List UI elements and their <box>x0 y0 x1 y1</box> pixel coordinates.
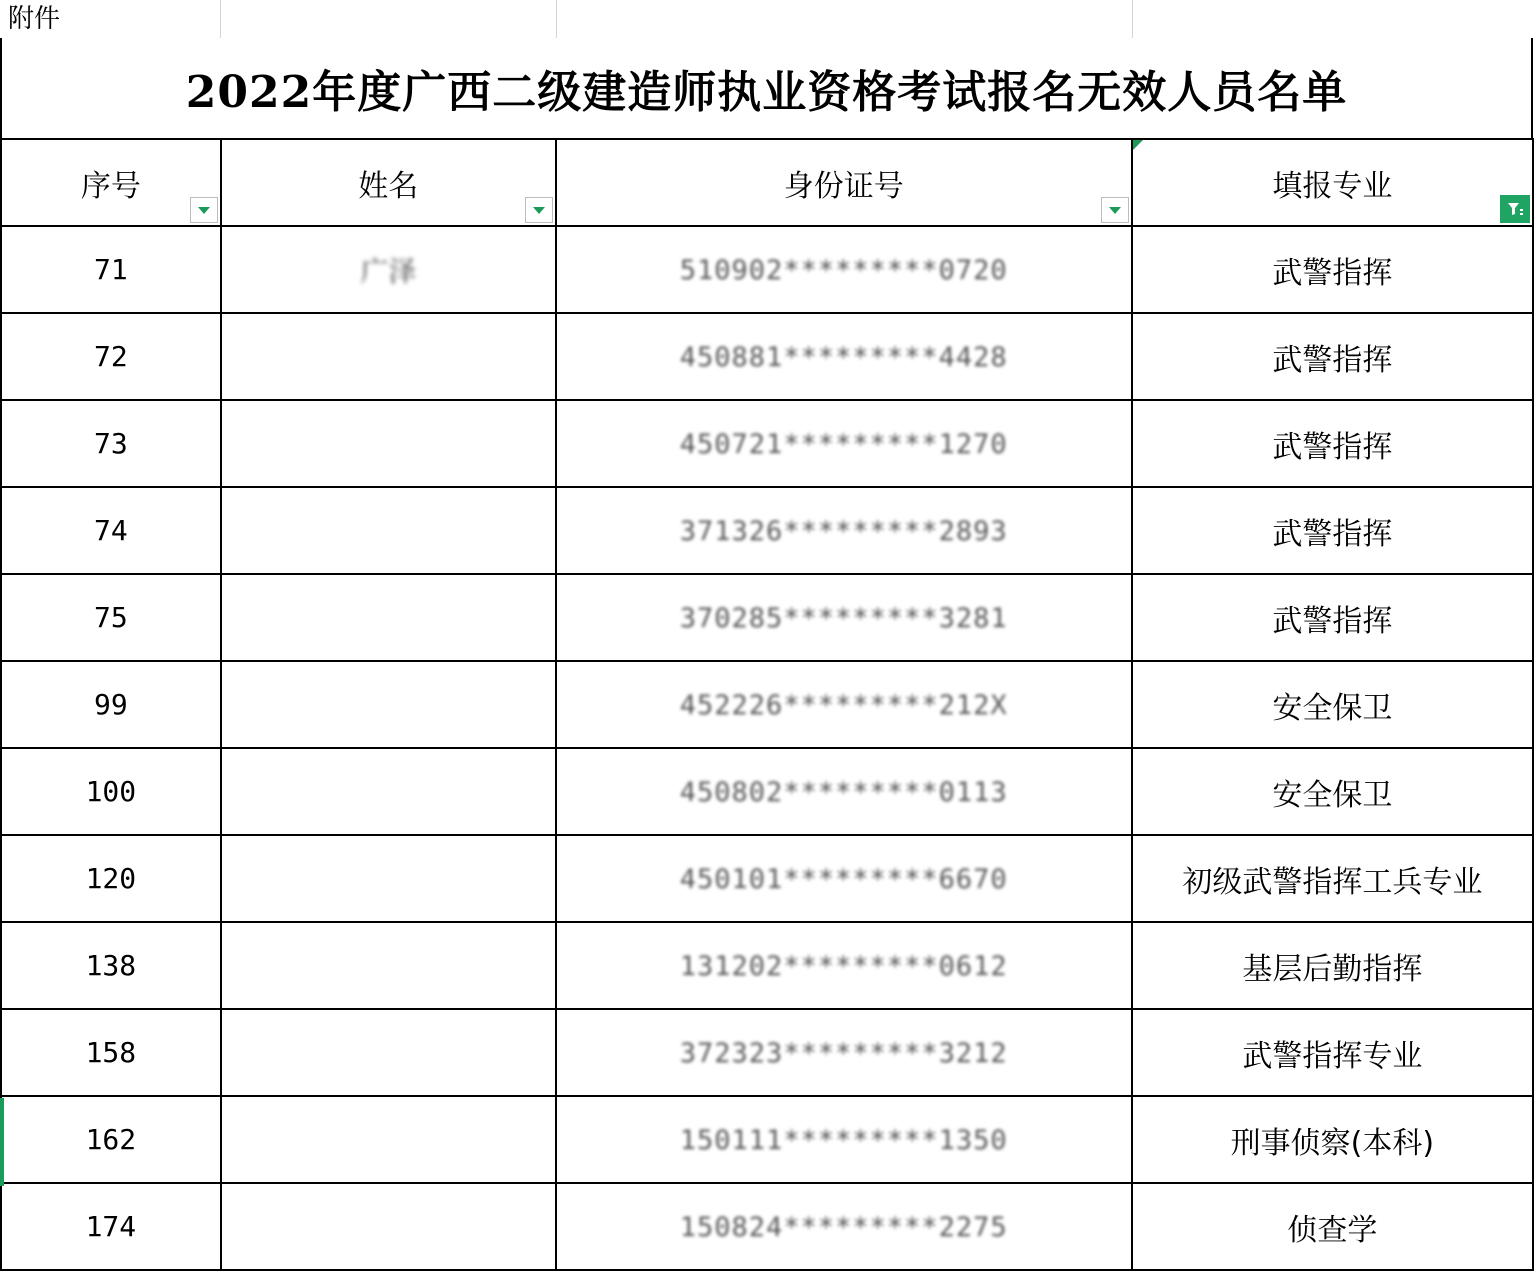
gridline <box>556 0 557 38</box>
cell-major[interactable] <box>1132 574 1533 661</box>
cell-major-text: 基层后勤指挥 <box>1242 951 1423 987</box>
cell-id-text: 450101*********6670 <box>679 864 1008 895</box>
cell-id-text: 370285*********3281 <box>679 603 1008 634</box>
gridline <box>220 0 221 38</box>
attachment-row[interactable] <box>0 0 1537 38</box>
cell-no-text: 99 <box>93 688 128 721</box>
table-row <box>1 1096 1533 1183</box>
header-label: 姓名 <box>358 168 419 204</box>
header-cell-no[interactable] <box>1 139 221 226</box>
cell-id[interactable] <box>556 1009 1132 1096</box>
cell-id[interactable] <box>556 313 1132 400</box>
data-table <box>0 138 1534 1271</box>
cell-major-text: 武警指挥 <box>1272 255 1393 291</box>
cell-name[interactable] <box>221 1183 556 1270</box>
cell-major[interactable] <box>1132 748 1533 835</box>
cell-no-text: 138 <box>85 949 137 982</box>
table-row <box>1 1183 1533 1270</box>
cell-no-text: 72 <box>93 340 128 373</box>
cell-id[interactable] <box>556 400 1132 487</box>
table-row <box>1 487 1533 574</box>
cell-id[interactable] <box>556 835 1132 922</box>
cell-name[interactable] <box>221 226 556 313</box>
cell-id-text: 450802*********0113 <box>679 777 1008 808</box>
cell-id-text: 510902*********0720 <box>679 255 1008 286</box>
cell-name[interactable] <box>221 487 556 574</box>
row-selection-marker <box>0 1098 4 1186</box>
cell-id[interactable] <box>556 574 1132 661</box>
cell-no-text: 162 <box>85 1123 137 1156</box>
cell-id-text: 452226*********212X <box>679 690 1008 721</box>
attachment-label: 附件 <box>8 4 61 34</box>
cell-name[interactable] <box>221 313 556 400</box>
filter-active-icon[interactable] <box>1500 195 1530 223</box>
cell-major[interactable] <box>1132 313 1533 400</box>
header-label: 身份证号 <box>783 168 904 204</box>
table-row <box>1 400 1533 487</box>
cell-no-text: 75 <box>93 601 128 634</box>
cell-no-text: 158 <box>85 1036 137 1069</box>
cell-name[interactable] <box>221 922 556 1009</box>
table-body <box>1 226 1533 1270</box>
cell-major[interactable] <box>1132 661 1533 748</box>
cell-no[interactable] <box>1 835 221 922</box>
cell-no[interactable] <box>1 1183 221 1270</box>
cell-major-text: 武警指挥 <box>1272 429 1393 465</box>
cell-name[interactable] <box>221 574 556 661</box>
cell-no-text: 120 <box>85 862 137 895</box>
header-cell-major[interactable] <box>1132 139 1533 226</box>
cell-id[interactable] <box>556 1183 1132 1270</box>
cell-name[interactable] <box>221 661 556 748</box>
table-row <box>1 661 1533 748</box>
table-row <box>1 835 1533 922</box>
table-row <box>1 226 1533 313</box>
cell-name[interactable] <box>221 835 556 922</box>
funnel-icon <box>1506 200 1524 218</box>
cell-no[interactable] <box>1 1096 221 1183</box>
cell-major[interactable] <box>1132 226 1533 313</box>
cell-major[interactable] <box>1132 922 1533 1009</box>
cell-no-text: 74 <box>93 514 128 547</box>
cell-major[interactable] <box>1132 487 1533 574</box>
cell-id[interactable] <box>556 226 1132 313</box>
cell-no-text: 100 <box>85 775 137 808</box>
cell-id-text: 150111*********1350 <box>679 1125 1008 1156</box>
cell-name-text: 广泽 <box>360 254 417 288</box>
cell-no[interactable] <box>1 226 221 313</box>
cell-id-text: 131202*********0612 <box>679 951 1008 982</box>
cell-id[interactable] <box>556 1096 1132 1183</box>
header-cell-id[interactable] <box>556 139 1132 226</box>
cell-id-text: 371326*********2893 <box>679 516 1008 547</box>
cell-name[interactable] <box>221 748 556 835</box>
header-label: 填报专业 <box>1272 168 1393 204</box>
cell-id-text: 150824*********2275 <box>679 1212 1008 1243</box>
cell-major[interactable] <box>1132 400 1533 487</box>
cell-name[interactable] <box>221 1009 556 1096</box>
cell-major[interactable] <box>1132 1009 1533 1096</box>
cell-major-text: 武警指挥 <box>1272 342 1393 378</box>
cell-major[interactable] <box>1132 835 1533 922</box>
filter-dropdown-icon[interactable] <box>190 197 218 223</box>
cell-id-text: 372323*********3212 <box>679 1038 1008 1069</box>
cell-major-text: 武警指挥专业 <box>1242 1038 1423 1074</box>
table-row <box>1 922 1533 1009</box>
filter-dropdown-icon[interactable] <box>1101 197 1129 223</box>
comment-marker-icon <box>1133 140 1143 150</box>
table-row <box>1 748 1533 835</box>
cell-major-text: 侦查学 <box>1287 1212 1378 1248</box>
cell-no[interactable] <box>1 313 221 400</box>
cell-no[interactable] <box>1 487 221 574</box>
gridline <box>1132 0 1133 38</box>
cell-major-text: 刑事侦察(本科) <box>1230 1125 1435 1161</box>
cell-major-text: 武警指挥 <box>1272 603 1393 639</box>
filter-dropdown-icon[interactable] <box>525 197 553 223</box>
cell-id[interactable] <box>556 661 1132 748</box>
cell-major-text: 武警指挥 <box>1272 516 1393 552</box>
cell-id[interactable] <box>556 922 1132 1009</box>
cell-no[interactable] <box>1 661 221 748</box>
cell-no[interactable] <box>1 400 221 487</box>
cell-name[interactable] <box>221 400 556 487</box>
cell-no[interactable] <box>1 1009 221 1096</box>
cell-no-text: 73 <box>93 427 128 460</box>
cell-major-text: 安全保卫 <box>1272 777 1393 813</box>
cell-id[interactable] <box>556 748 1132 835</box>
cell-no[interactable] <box>1 748 221 835</box>
cell-no-text: 71 <box>93 253 128 286</box>
cell-major-text: 安全保卫 <box>1272 690 1393 726</box>
cell-id-text: 450881*********4428 <box>679 342 1008 373</box>
cell-major-text: 初级武警指挥工兵专业 <box>1182 864 1483 900</box>
sheet-title[interactable]: 2022年度广西二级建造师执业资格考试报名无效人员名单 <box>0 38 1533 138</box>
cell-no[interactable] <box>1 922 221 1009</box>
cell-id[interactable] <box>556 487 1132 574</box>
header-cell-name[interactable] <box>221 139 556 226</box>
cell-name[interactable] <box>221 1096 556 1183</box>
cell-major[interactable] <box>1132 1183 1533 1270</box>
table-row <box>1 574 1533 661</box>
header-row <box>1 139 1533 226</box>
cell-id-text: 450721*********1270 <box>679 429 1008 460</box>
table-row <box>1 1009 1533 1096</box>
cell-major[interactable] <box>1132 1096 1533 1183</box>
cell-no[interactable] <box>1 574 221 661</box>
table-row <box>1 313 1533 400</box>
header-label: 序号 <box>80 168 141 204</box>
cell-no-text: 174 <box>85 1210 137 1243</box>
